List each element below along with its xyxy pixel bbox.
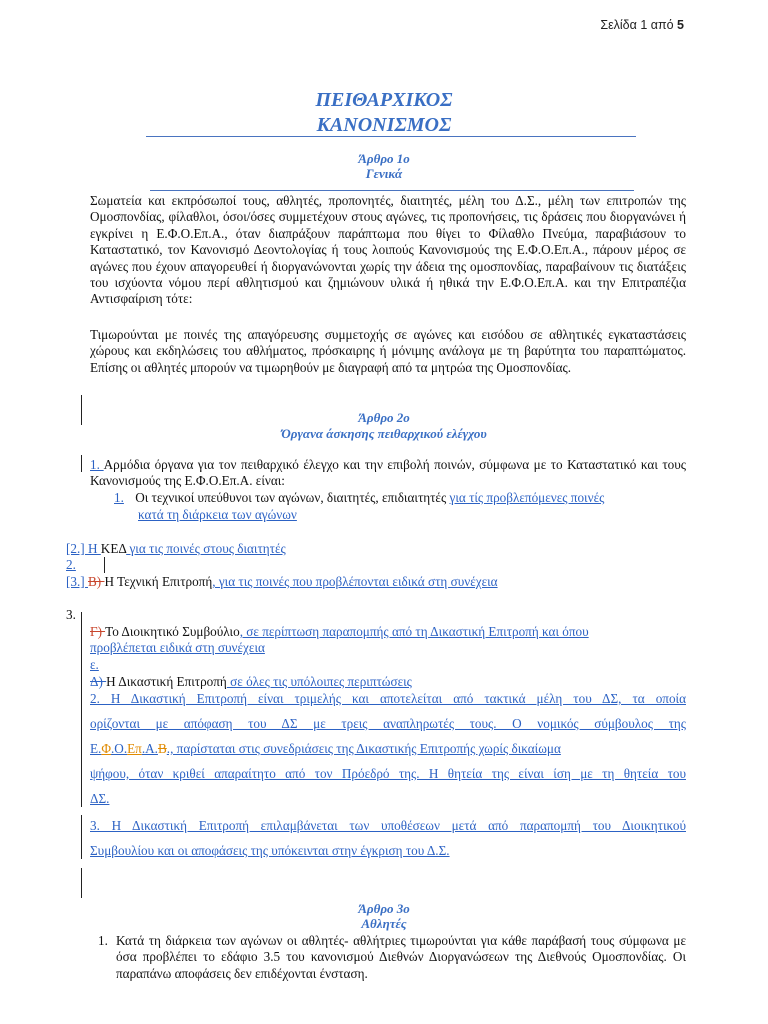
technical-committee-label: Η Τεχνική Επιτροπή	[104, 574, 213, 589]
change-bar	[81, 868, 82, 898]
article1-heading: Άρθρο 1ο	[358, 151, 410, 166]
article2-subheading: Όργανα άσκησης πειθαρχικού ελέγχου	[281, 426, 487, 441]
article2-line-technical	[66, 574, 498, 590]
subitem-text: Οι τεχνικοί υπεύθυνοι των αγώνων, διαιτητές, επιδιαιτητές	[135, 490, 450, 505]
subitem-number: 1.	[114, 490, 124, 505]
formatted-text: Φ	[101, 741, 111, 756]
page-number	[600, 18, 684, 32]
article2-para2-line4	[90, 766, 686, 782]
change-bar	[104, 557, 105, 573]
inserted-text: , για τις ποινές που προβλέπονται ειδικά στη συνέχεια	[212, 574, 498, 589]
inserted-number: [3.]	[66, 574, 88, 589]
inserted-number: 2.	[66, 557, 76, 572]
inserted-text: ε.	[90, 657, 99, 672]
inserted-text: κατά τη διάρκεια των αγώνων	[138, 507, 297, 522]
inserted-text: ορίζονται με απόφαση του ΔΣ με τρεις αναπληρωτές τους. Ο νομικός σύμβουλος της	[90, 716, 686, 731]
inserted-text: προβλέπεται ειδικά στη συνέχεια	[90, 640, 265, 655]
article2-para2-line3	[90, 741, 561, 757]
deleted-text: Β	[157, 741, 167, 756]
article2-line-ked	[66, 541, 286, 557]
article1-paragraph1: Σωματεία και εκπρόσωποί τους, αθλητές, προπονητές, διαιτητές, μέλη του Δ.Σ., μέλη των επιτροπών της Ομοσπονδίας, φίλαθλοι, όσοι/όσες συμμετέχουν στους αγώνες, τις προπονήσεις, τις δράσεις που διοργανώνει ή εγκρίνει η Ε.Φ.Ο.Επ.Α., όταν διαπράξουν παράπτωμα που θίγει το Φίλαθλο Πνεύμα, παραβιάσουν το Καταστατικό, τον Κανονισμό Δεοντολογίας ή τους λοιπούς Κανονισμούς της Ε.Φ.Ο.Επ.Α., πάρουν μέρος σε αγώνες που έχουν απαγορευθεί ή διοργανώνονται χωρίς την άδεια της ομοσπονδίας, παραβαίνουν τις διατάξεις του ισχύοντα νόμου περί αθλητισμού και ζημιώνουν υλικά ή ηθικά την Ε.Φ.Ο.Επ.Α. και την Επιτραπέζια Αντισφαίριση τότε:	[90, 193, 686, 307]
inserted-text: 2. Η Δικαστική Επιτροπή είναι τριμελής και αποτελείται από τακτικά μέλη του ΔΣ, τα οποία	[90, 691, 686, 706]
article2-heading: Άρθρο 2ο	[358, 410, 410, 425]
article2-number3: 3.	[66, 607, 76, 622]
article3-subheading: Αθλητές	[361, 916, 407, 931]
title-underline	[146, 136, 636, 137]
article2-line-board	[90, 624, 589, 640]
inserted-text: για τις ποινές στους διαιτητές	[126, 541, 286, 556]
article2-item1-text: Αρμόδια όργανα για τον πειθαρχικό έλεγχο και την επιβολή ποινών, σύμφωνα με το Καταστατικό και τους Κανονισμούς της Ε.Φ.Ο.Επ.Α. είναι:	[90, 457, 686, 489]
ked-label: ΚΕΔ	[100, 541, 127, 556]
article3-item1-number: 1.	[98, 933, 108, 948]
inserted-text: , σε περίπτωση παραπομπής από τη Δικαστική Επιτροπή και όπου	[239, 624, 589, 639]
inserted-text: ψήφου, όταν κριθεί απαραίτητο από τον Πρόεδρό της. Η θητεία της είναι ίση με τη θητεία του	[90, 766, 686, 781]
article2-line-e	[90, 657, 99, 673]
deleted-text: Δ)	[90, 674, 107, 689]
article2-para2-line2	[90, 716, 686, 732]
article1-rule	[150, 190, 634, 191]
article3-item1-text: Κατά τη διάρκεια των αγώνων οι αθλητές- αθλήτριες τιμωρούνται για κάθε παράβασή τους σύμφωνα με όσα προβλέπει το εδάφιο 3.5 του κανονισμού Διεθνών Διοργανώσεων της Διεθνούς Ομοσπονδίας. Οι παραπάνω αποφάσεις δεν επιδέχονται ένσταση.	[116, 933, 686, 981]
article2-para2-line5	[90, 791, 109, 807]
document-title-line1: ΠΕΙΘΑΡΧΙΚΟΣ	[315, 89, 453, 111]
article2-para3-line2	[90, 843, 450, 859]
deleted-text: Β)	[87, 574, 105, 589]
article2-subitem1-cont	[138, 507, 297, 523]
article3-heading: Άρθρο 3ο	[358, 901, 410, 916]
change-bar	[81, 612, 82, 807]
inserted-text: .Ο.	[111, 741, 128, 756]
inserted-text: Συμβουλίου και οι αποφάσεις της υπόκεινται στην έγκριση του Δ.Σ.	[90, 843, 450, 858]
article2-line-court	[90, 674, 412, 690]
inserted-text: για τίς προβλεπόμενες ποινές	[449, 490, 605, 505]
article2-para3-line1	[90, 818, 686, 834]
inserted-text: .Α.	[141, 741, 158, 756]
article1-subheading: Γενικά	[365, 166, 403, 181]
change-bar	[81, 455, 82, 472]
page-total: 5	[677, 18, 684, 32]
inserted-number: [2.] Η	[66, 541, 101, 556]
inserted-text: ., παρίσταται στις συνεδριάσεις της Δικαστικής Επιτροπής χωρίς δικαίωμα	[166, 741, 561, 756]
document-title-line2: ΚΑΝΟΝΙΣΜΟΣ	[316, 114, 452, 136]
deleted-text: Γ)	[90, 624, 106, 639]
page-number-label: Σελίδα 1 από	[600, 18, 678, 32]
inserted-text: ΔΣ.	[90, 791, 110, 806]
change-bar	[81, 815, 82, 859]
article2-subitem1	[114, 490, 604, 506]
court-label: Η Δικαστική Επιτροπή	[106, 674, 227, 689]
article2-para2-line1	[90, 691, 686, 707]
inserted-text: Ε.	[90, 741, 102, 756]
inserted-text: 3. Η Δικαστική Επιτροπή επιλαμβάνεται των υποθέσεων μετά από παραπομπή του Διοικητικού	[90, 818, 686, 833]
article2-line-2	[66, 557, 76, 573]
inserted-number: 1.	[90, 457, 104, 472]
inserted-text: σε όλες τις υπόλοιπες περιπτώσεις	[226, 674, 412, 689]
article1-paragraph2: Τιμωρούνται με ποινές της απαγόρευσης συμμετοχής σε αγώνες και εισόδου σε αθλητικές εγκαταστάσεις χώρους και εκδηλώσεις του αθλήματος, πρόσκαιρης ή μόνιμης ανάλογα με τη βαρύτητα του παραπτώματος. Επίσης οι αθλητές μπορούν να τιμωρηθούν με διαγραφή από τα μητρώα της Ομοσπονδίας.	[90, 327, 686, 375]
formatted-text: Επ	[127, 741, 142, 756]
board-label: Το Διοικητικό Συμβούλιο	[105, 624, 240, 639]
article2-item1	[90, 457, 686, 490]
article2-line-board-cont	[90, 640, 265, 656]
